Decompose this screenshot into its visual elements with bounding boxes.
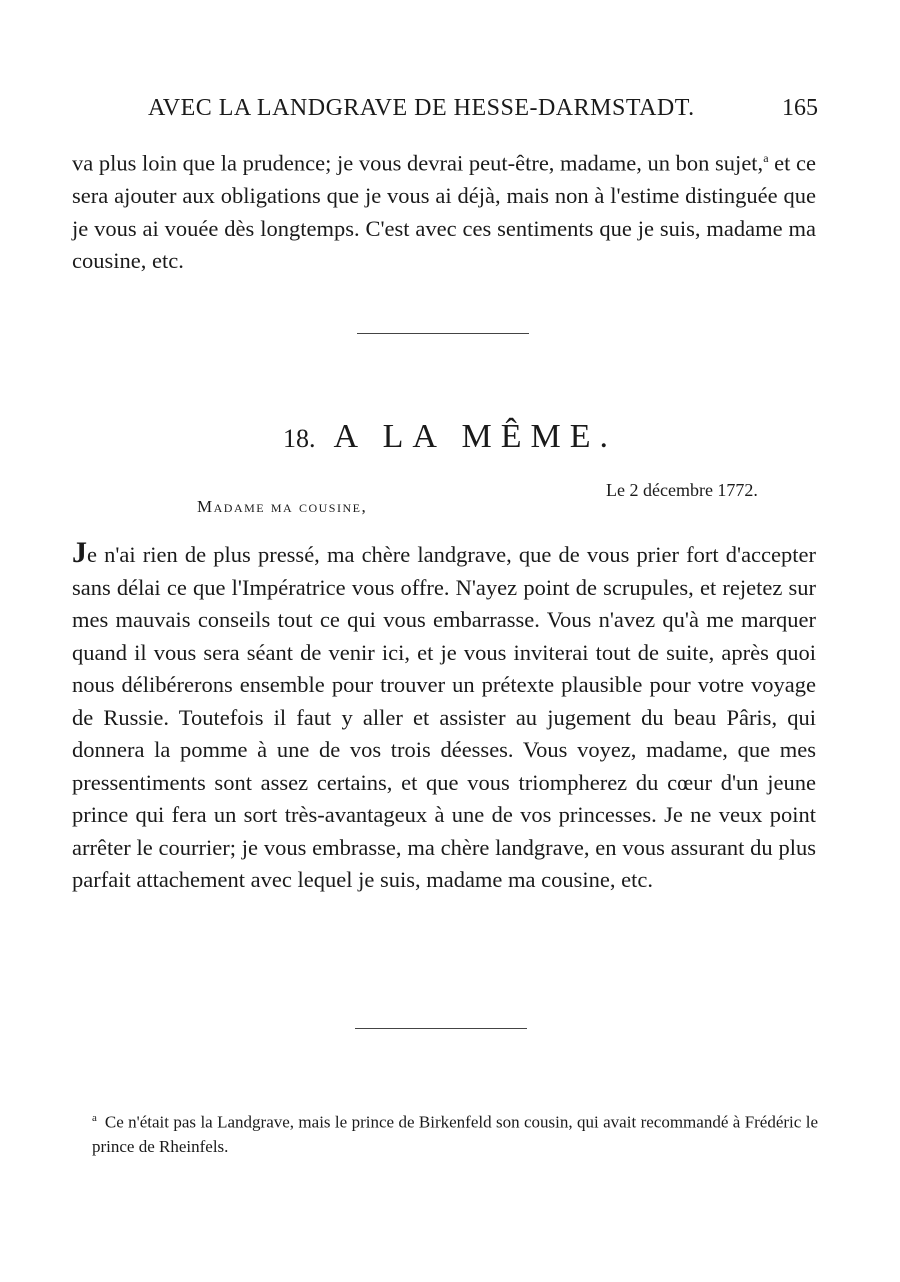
letter-body — [72, 537, 816, 897]
page-number: 165 — [782, 95, 818, 121]
continuation-text-start: va plus loin que la prudence; je vous devrai peut-être, madame, un bon sujet, — [72, 150, 764, 176]
continuation-text-end: et ce sera ajouter aux obligations que je vous ai déjà, mais non à l'estime distinguée que je vous ai vouée dès longtemps. C'est avec ces sentiments que je suis, madame ma cousine, etc. — [72, 150, 816, 273]
section-divider — [357, 333, 529, 334]
footnote — [92, 1106, 818, 1159]
drop-cap: J — [72, 536, 87, 569]
dateline: Le 2 décembre 1772. — [606, 480, 758, 500]
continuation-paragraph — [72, 142, 816, 278]
letter-body-text: e n'ai rien de plus pressé, ma chère landgrave, que de vous prier fort d'accepter sans délai ce que l'Impératrice vous offre. N'ayez point de scrupules, et rejetez sur mes mauvais conseils tout ce qui vous embarrasse. Vous n'avez qu'à me marquer quand il vous sera séant de venir ici, et je vous inviterai tout de suite, après quoi nous délibérerons ensemble pour trouver un prétexte plausible pour votre voyage de Russie. Toutefois il faut y aller et assister au jugement du beau Pâris, qui donnera la pomme à une de vos trois déesses. Vous voyez, madame, que mes pressentiments sont assez certains, et que vous triompherez du cœur d'un jeune prince qui fera un sort très-avantageux à une de vos princesses. Je ne veux point arrêter le courrier; je vous embrasse, ma chère landgrave, en vous assurant du plus parfait attachement avec lequel je suis, madame ma cousine, etc. — [72, 542, 816, 892]
letter-title: A LA MÊME. — [333, 418, 618, 455]
footnote-text: Ce n'était pas la Landgrave, mais le prince de Birkenfeld son cousin, qui avait recommandé à Frédéric le prince de Rheinfels. — [92, 1112, 818, 1156]
letter-heading — [0, 418, 900, 456]
running-title: AVEC LA LANDGRAVE DE HESSE-DARMSTADT. — [148, 95, 695, 121]
footnote-reference: a — [763, 151, 769, 165]
end-divider — [355, 1028, 527, 1029]
running-head — [148, 95, 818, 127]
footnote-mark: a — [92, 1112, 97, 1124]
letter-number: 18. — [282, 424, 316, 453]
salutation: Madame ma cousine, — [197, 497, 368, 516]
